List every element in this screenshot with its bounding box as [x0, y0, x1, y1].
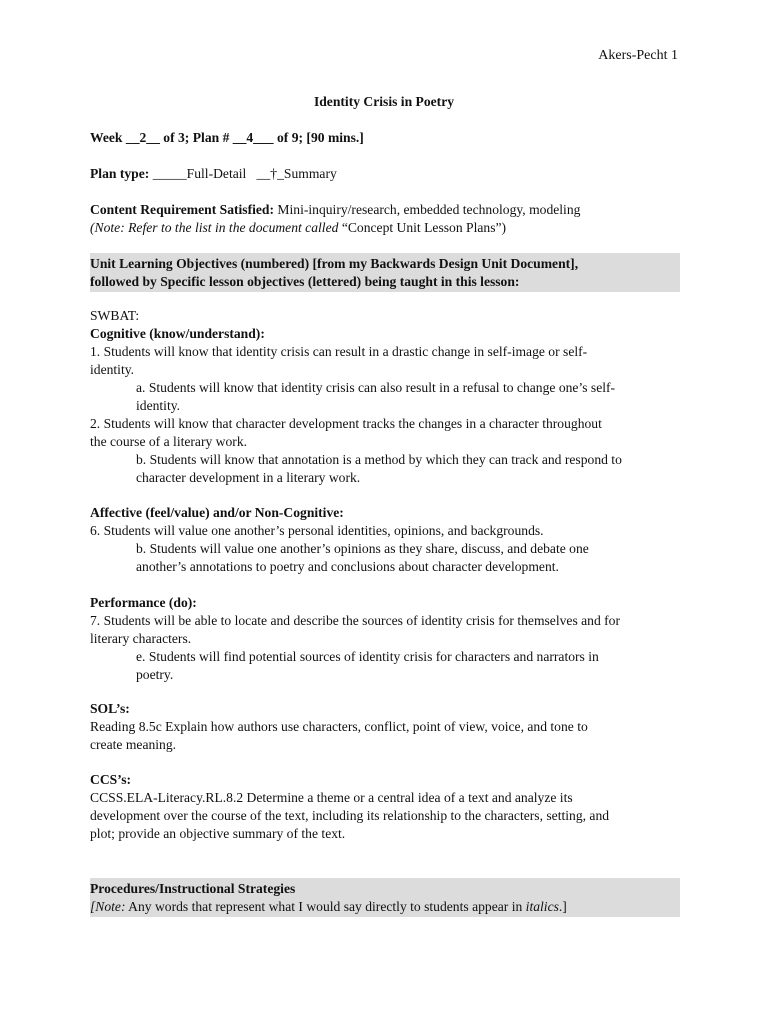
sols-section: SOL’s: Reading 8.5c Explain how authors use characters, conflict, point of view, voice, and tone to create meaning. [90, 700, 680, 754]
procedures-heading-block [90, 878, 680, 917]
content-requirement [90, 201, 680, 237]
plan-type-line: Plan type: _____Full-Detail __†_Summary [90, 166, 337, 182]
ccss-section: CCS’s: CCSS.ELA-Literacy.RL.8.2 Determine a theme or a central idea of a text and analyze its development over the course of the text, including its relationship to the characters, setting, and plot; provide an objective summary of the text. [90, 771, 680, 843]
week-label: Week [90, 130, 123, 145]
performance-section: Performance (do): 7. Students will be able to locate and describe the sources of identity crisis for themselves and for literary characters. e. Students will find potential sources of identity crisis for characters and narrators in poetry. [90, 594, 680, 684]
swbat-label: SWBAT: [90, 308, 140, 323]
procedures-note: [Note: Any words that represent what I would say directly to students appear in italics.] [90, 899, 567, 914]
plan-type-full-detail: Full-Detail [186, 166, 247, 181]
summary-mark-icon: † [270, 167, 278, 182]
objective-6: 6. Students will value one another’s personal identities, opinions, and backgrounds. [90, 523, 544, 538]
content-requirement-note: (Note: Refer to the list in the document called [90, 220, 339, 235]
plan-label: Plan # [192, 130, 230, 145]
objective-7e: e. Students will find potential sources of identity crisis for characters and narrators in [136, 649, 599, 664]
week-plan-line: Week __2__ of 3; Plan # __4___ of 9; [90 mins.] [90, 130, 364, 145]
affective-heading: Affective (feel/value) and/or Non-Cognitive: [90, 505, 344, 520]
sols-text: Reading 8.5c Explain how authors use characters, conflict, point of view, voice, and tone to [90, 719, 588, 734]
objective-1a: a. Students will know that identity crisis can also result in a refusal to change one’s self- [136, 380, 616, 395]
affective-section: Affective (feel/value) and/or Non-Cognitive: 6. Students will value one another’s personal identities, opinions, and backgrounds. b. Students will value one another’s opinions as they share, discuss, and debate one another’s annotations to poetry and conclusions about character development. [90, 504, 680, 576]
running-head: Akers-Pecht 1 [598, 48, 678, 63]
objective-7: 7. Students will be able to locate and describe the sources of identity crisis for themselves and for [90, 613, 621, 628]
week-value: 2 [139, 130, 147, 145]
cognitive-section: SWBAT: Cognitive (know/understand): 1. Students will know that identity crisis can result in a drastic change in self-image or self- identity. a. Students will know that identity crisis can also result in a refusal to change one’s self- identity. 2. Students will know that character development tracks the changes in a character throughout the course of a literary work. b. Students will know that annotation is a method by which they can track and respond to character development in a literary work. [90, 307, 680, 487]
objective-6b: b. Students will value one another’s opinions as they share, discuss, and debate one [136, 541, 589, 556]
content-requirement-value: Mini-inquiry/research, embedded technology, modeling [277, 202, 581, 217]
performance-heading: Performance (do): [90, 595, 197, 610]
plan-value: 4 [246, 130, 254, 145]
plan-total: of 9; [276, 130, 304, 145]
ccss-heading: CCS’s: [90, 772, 132, 787]
content-requirement-note-rest: “Concept Unit Lesson Plans”) [341, 220, 507, 235]
sols-heading: SOL’s: [90, 701, 130, 716]
ccss-text: CCSS.ELA-Literacy.RL.8.2 Determine a theme or a central idea of a text and analyze its [90, 790, 573, 805]
content-requirement-label: Content Requirement Satisfied: [90, 202, 275, 217]
objective-2b: b. Students will know that annotation is a method by which they can track and respond to [136, 452, 622, 467]
plan-type-summary: Summary [283, 166, 337, 181]
document-title: Identity Crisis in Poetry [313, 94, 455, 109]
plan-type-label: Plan type: [90, 166, 150, 181]
cognitive-heading: Cognitive (know/understand): [90, 326, 265, 341]
procedures-heading: Procedures/Instructional Strategies [90, 881, 296, 896]
duration: [90 mins.] [306, 130, 364, 145]
objective-2: 2. Students will know that character development tracks the changes in a character throughout [90, 416, 602, 431]
objectives-heading: Unit Learning Objectives (numbered) [from my Backwards Design Unit Document], followed by Specific lesson objectives (lettered) being taught in this lesson: [90, 253, 680, 292]
week-total: of 3; [163, 130, 190, 145]
objective-1: 1. Students will know that identity crisis can result in a drastic change in self-image or self- [90, 344, 588, 359]
